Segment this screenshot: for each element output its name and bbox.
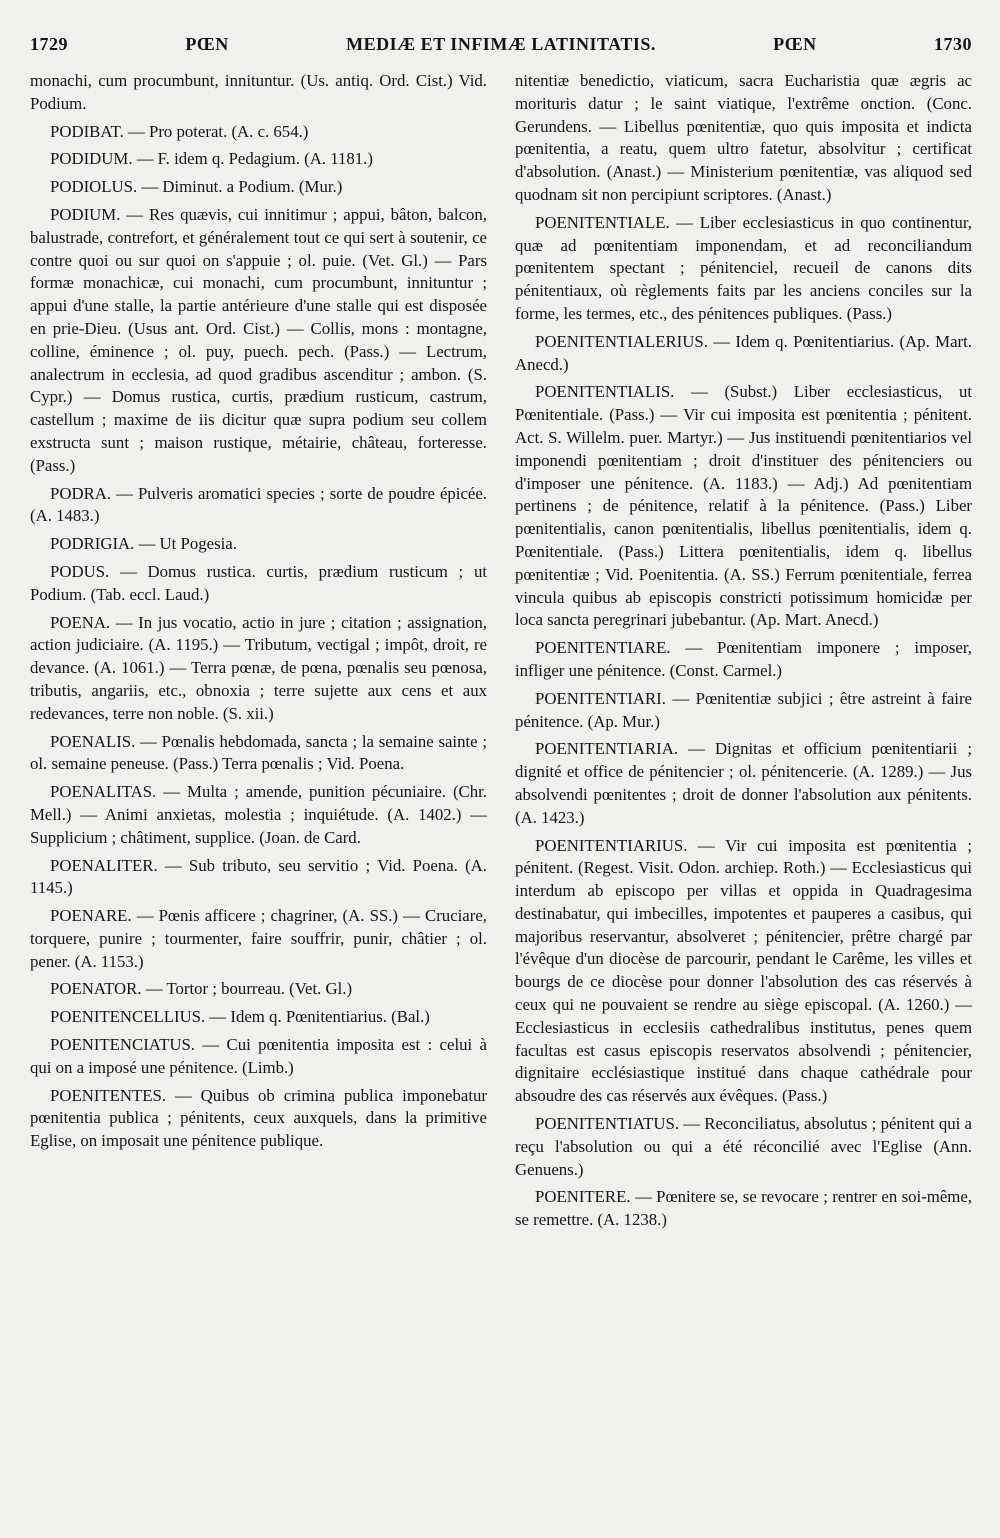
dictionary-entry: POENITENTIALERIUS. — Idem q. Pœnitentiarius. (Ap. Mart. Anecd.) [515,331,972,374]
dictionary-entry: POENA. — In jus vocatio, actio in jure ; citation ; assignation, action judiciaire. (A. 1195.) — Tributum, vectigal ; impôt, droit, re devance. (A. 1061.) — Terra pœnæ, de pœna, pœnalis seu pœnosa, tributis, angariis, etc., obnoxia ; terre sujette aux cens et aux redevances, terre non noble. (S. xii.) [30,612,487,723]
dictionary-entry: POENITENTIALE. — Liber ecclesiasticus in quo continentur, quæ ad pœnitentiam imponendam, et ad reconciliandum pœnitentem spectant ; pénitenciel, recueil de canons dits pénitentiaux, où règlements faits par les anciens conciles sur la forme, les termes, etc., des pénitences publiques. (Pass.) [515,212,972,323]
dictionary-entry: POENALITER. — Sub tributo, seu servitio ; Vid. Poena. (A. 1145.) [30,855,487,898]
dictionary-entry: POENITENCIATUS. — Cui pœnitentia imposita est : celui à qui on a imposé une pénitence. (Limb.) [30,1035,487,1077]
dictionary-entry: POENITENTIATUS. — Reconciliatus, absolutus ; pénitent qui a reçu l'absolution ou qui a été réconcilié avec l'Eglise (Ann. Genuens.) [515,1114,972,1179]
dictionary-entry: POENITENTIARIA. — Dignitas et officium pœnitentiarii ; dignité et office de pénitencier ; ol. pénitencerie. (A. 1289.) — Jus absolvendi pœnitentes ; droit de donner l'absolution aux pénitents. (A. 1423.) [515,739,972,827]
dictionary-entry: POENALITAS. — Multa ; amende, punition pécuniaire. (Chr. Mell.) — Animi anxietas, molestia ; inquiétude. (A. 1402.) — Supplicium ; châtiment, supplice. (Joan. de Card. [30,782,487,847]
dictionary-entry: PODRIGIA. — Ut Pogesia. [50,534,237,554]
dictionary-entry: POENARE. — Pœnis afficere ; chagriner, (A. SS.) — Cruciare, torquere, punire ; tourmenter, faire souffrir, punir, châtier ; ol. pener. (A. 1153.) [30,906,487,971]
page-number-left: 1729 [30,34,68,54]
dictionary-entry: PODRA. — Pulveris aromatici species ; sorte de poudre épicée. (A. 1483.) [30,483,487,526]
page-number-right: 1730 [933,34,972,54]
dictionary-entry: POENITENTIARI. — Pœnitentiæ subjici ; être astreint à faire pénitence. (Ap. Mur.) [515,688,972,731]
dictionary-entry: monachi, cum procumbunt, innituntur. (Us. antiq. Ord. Cist.) Vid. Podium. [30,71,487,113]
dictionary-entry: POENITENCELLIUS. — Idem q. Pœnitentiarius. (Bal.) [50,1007,430,1027]
guide-word-right: PŒN [773,34,817,54]
dictionary-entry: POENITENTES. — Quibus ob crimina publica imponebatur pœnitentia publica ; pénitents, ceux auxquels, dans la primitive Eglise, on imposait une pénitence publique. [30,1085,487,1151]
dictionary-entry: PODUS. — Domus rustica. curtis, prædium rusticum ; ut Podium. (Tab. eccl. Laud.) [30,561,487,604]
dictionary-entry: POENITENTIARIUS. — Vir cui imposita est pœnitentia ; pénitent. (Regest. Visit. Odon. archiep. Roth.) — Ecclesiasticus qui interdum ab episcopo per villas et oppida in Quadragesima destinabatur, qui imbecilles, impotentes et pauperes a casibus, qui majoribus reservantur, absolveret ; pénitencier, prêtre chargé par l'évêque d'un diocèse de parcourir, pendant le Carême, les villes et bourgs de ce diocèse pour donner l'absolution des cas réservés à ceux qui ne pouvaient se rendre au siège episcopal. (A. 1260.) — Ecclesiasticus in ecclesiis cathedralibus institutus, penes quem facultas est casus episcopis reservatos absolvendi ; pénitencier, dignitaire ecclésiastique institué dans chaque cathédrale pour absoudre des cas réservés aux évêques. (Pass.) [515,835,972,1106]
dictionary-entry: POENALIS. — Pœnalis hebdomada, sancta ; la semaine sainte ; ol. semaine peneuse. (Pass.) Terra pœnalis ; Vid. Poena. [30,731,487,774]
dictionary-entry: POENITERE. — Pœnitere se, se revocare ; rentrer en soi-même, se remettre. (A. 1238.) [515,1187,972,1230]
dictionary-entry: POENATOR. — Tortor ; bourreau. (Vet. Gl.) [50,979,353,999]
dictionary-entry: PODIDUM. — F. idem q. Pedagium. (A. 1181.) [50,149,373,169]
dictionary-entry: PODIOLUS. — Diminut. a Podium. (Mur.) [50,177,343,197]
dictionary-entry: POENITENTIALIS. — (Subst.) Liber ecclesiasticus, ut Pœnitentiale. (Pass.) — Vir cui imposita est pœnitentia ; pénitent. Act. S. Willelm. puer. Martyr.) — Jus instituendi pœnitentiarios vel imponendi pœnitentiam ; droit d'instituer des pénitenciers ou d'imposer une pénitence. (A. 1183.) — Adj.) Ad pœnitentiam pertinens ; de pénitence, relatif à la pénitence. (Pass.) Liber pœnitentialis, canon pœnitentialis, libellus pœnitentialis, idem q. Pœnitentiale. (Pass.) Littera pœnitentialis, idem q. libellus pœnitentiæ ; Vid. Poenitentia. (A. SS.) Ferrum pœnitentiale, ferrea vincula quibus ab episcopis constricti potissimum homicidæ per loca sancta peregrinari jubebantur. (Ap. Mart. Anecd.) [515,382,972,630]
left-column [30,70,487,1237]
running-header [30,34,972,62]
dictionary-entry: PODIUM. — Res quævis, cui innitimur ; appui, bâton, balcon, balustrade, contrefort, et généralement tout ce qui sert à soutenir, ce contre quoi ou sur quoi on s'appuie ; ol. puie. (Vet. Gl.) — Pars formæ monachicæ, cui monachi, cum procumbunt, innituntur ; appui d'une stalle, la partie antérieure d'une stalle qui est disposée en prie-Dieu. (Usus ant. Ord. Cist.) — Collis, mons : montagne, colline, éminence ; ol. puy, puech. pech. (Pass.) — Lectrum, analectrum in ecclesia, ad quod gradibus ascenditur ; ambon. (S. Cypr.) — Domus rustica, curtis, prædium rusticum, castrum, castellum ; maxime de iis dicitur quæ supra podium seu collem exstructa sunt ; maison rustique, métairie, château, forteresse. (Pass.) [30,204,487,475]
running-title: MEDIÆ ET INFIMÆ LATINITATIS. [346,34,656,54]
right-column [515,70,972,1237]
dictionary-entry: POENITENTIARE. — Pœnitentiam imponere ; imposer, infliger une pénitence. (Const. Carmel.) [515,638,972,680]
guide-word-left: PŒN [185,34,229,54]
dictionary-entry: nitentiæ benedictio, viaticum, sacra Eucharistia quæ ægris ac morituris datur ; le saint viatique, l'extrême onction. (Conc. Gerundens. — Libellus pœnitentiæ, quo quis imposita et indicta pœnitentia, a reatu, quem ultro fatetur, absolvitur ; certificat d'absolution. (Anast.) — Ministerium pœnitentiæ, vas aliquod sed quodnam sit non percipiunt scriptores. (Anast.) [515,71,972,204]
dictionary-entry: PODIBAT. — Pro poterat. (A. c. 654.) [50,121,309,141]
